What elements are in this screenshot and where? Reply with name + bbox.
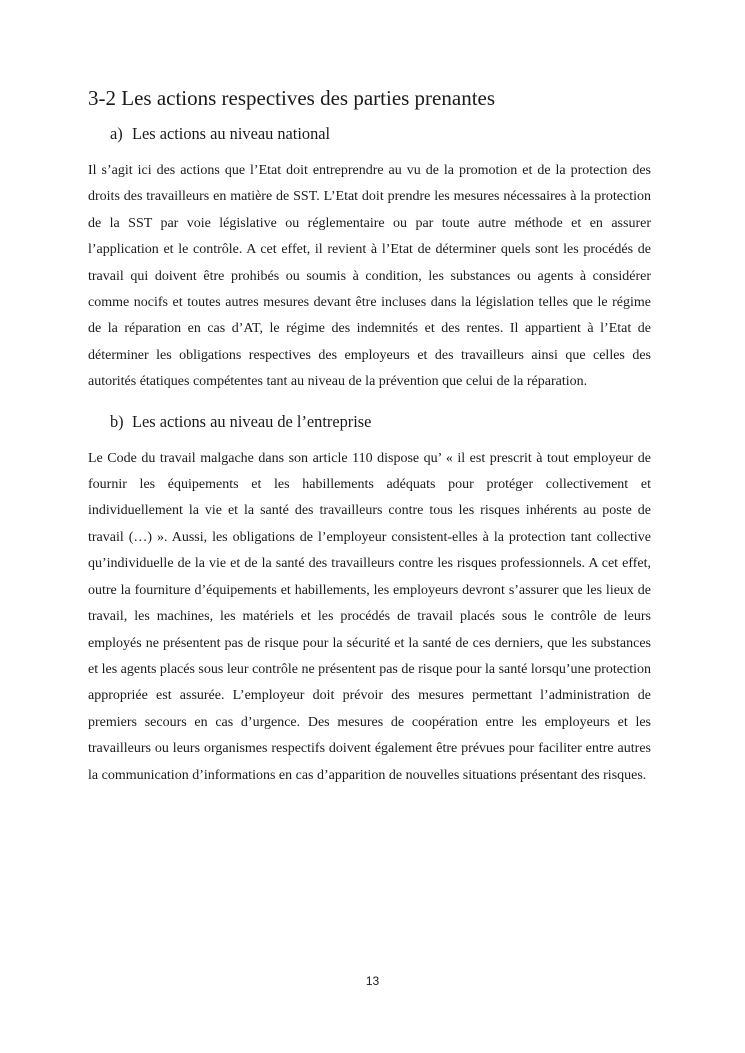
subsection-a-paragraph: Il s’agit ici des actions que l’Etat doit entreprendre au vu de la promotion et de la protection des droits des travailleurs en matière de SST. L’Etat doit prendre les mesures nécessaires à la protection de la SST par voie législative ou réglementaire ou par toute autre méthode et en assurer l’application et le contrôle. A cet effet, il revient à l’Etat de déterminer quels sont les procédés de travail qui doivent être prohibés ou soumis à condition, les substances ou agents à considérer comme nocifs et toutes autres mesures devant être incluses dans la législation telles que le régime de la réparation en cas d’AT, le régime des indemnités et des rentes. Il appartient à l’Etat de déterminer les obligations respectives des employeurs et des travailleurs ainsi que celles des autorités étatiques compétentes tant au niveau de la prévention que celui de la réparation. <box>88 163 651 390</box>
subsection-a-marker: a) <box>110 124 123 143</box>
subsection-b-marker: b) <box>110 411 124 431</box>
page-number: 13 <box>365 974 380 988</box>
subsection-b-paragraph: Le Code du travail malgache dans son article 110 dispose qu’ « il est prescrit à tout employeur de fournir les équipements et les habillements adéquats pour protéger collectivement et individuellement la vie et la santé des travailleurs contre tous les risques inhérents au poste de travail (…) ». Aussi, les obligations de l’employeur consistent-elles à la protection tant collective qu’individuelle de la vie et de la santé des travailleurs contre les risques professionnels. A cet effet, outre la fourniture d’équipements et habillements, les employeurs devront s’assurer que les lieux de travail, les machines, les matériels et les procédés de travail placés sous le contrôle de leurs employés ne présentent pas de risque pour la sécurité et la santé de ces derniers, que les substances et les agents placés sous leur contrôle ne présentent pas de risque pour la santé lorsqu’une protection appropriée est assurée. L’employeur doit prévoir des mesures permettant l’administration de premiers secours en cas d’urgence. Des mesures de coopération entre les employeurs et les travailleurs ou leurs organismes respectifs doivent également être prévues pour faciliter entre autres la communication d’informations en cas d’apparition de nouvelles situations présentant des risques. <box>88 450 651 783</box>
subsection-b-heading <box>88 412 651 432</box>
subsection-a-title: Les actions au niveau national <box>132 124 331 143</box>
section-heading: 3-2 Les actions respectives des parties prenantes <box>88 86 496 110</box>
subsection-a-heading <box>88 124 651 144</box>
document-page <box>88 88 651 789</box>
subsection-b-title: Les actions au niveau de l’entreprise <box>132 411 372 431</box>
